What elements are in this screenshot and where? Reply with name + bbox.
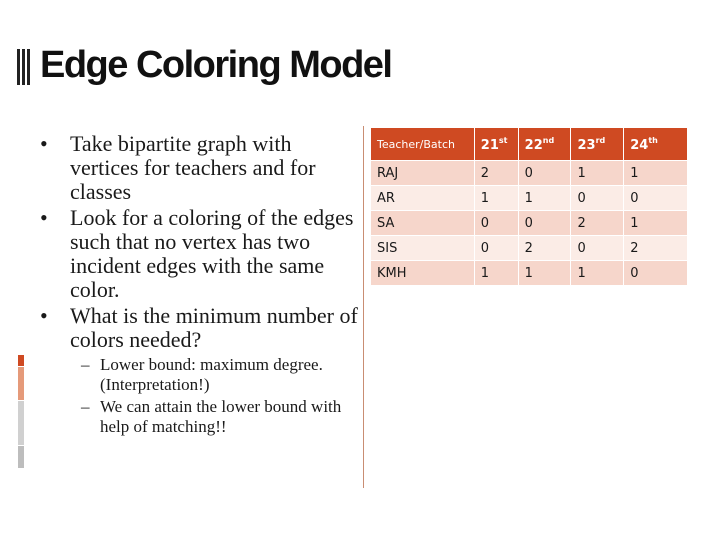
table-cell: 0 [518,211,571,236]
teacher-name: KMH [371,261,475,286]
table-cell: 1 [571,261,624,286]
bullet-item [36,304,358,352]
teacher-name: AR [371,186,475,211]
table-row [371,261,688,286]
table-cell: 2 [474,161,518,186]
table-cell: 0 [474,211,518,236]
header-batch-suffix: rd [595,135,606,145]
header-batch-suffix: th [648,135,658,145]
sub-bullet-item [36,355,358,394]
table-cell: 1 [474,186,518,211]
teacher-name: SA [371,211,475,236]
accent-bar [27,49,30,85]
table-row [371,161,688,186]
vertical-divider [363,126,364,488]
sub-bullet-text: We can attain the lower bound with help of matching!! [100,397,342,436]
header-batch-cell [624,128,688,161]
sub-bullet-text: Lower bound: maximum degree. (Interpretation!) [100,355,323,394]
assignment-table [370,127,688,286]
sub-bullet-dash: – [81,355,90,374]
bullet-text: Look for a coloring of the edges such that no vertex has two incident edges with the same color. [70,205,354,302]
table-row [371,211,688,236]
header-batch-number: 23 [577,137,596,153]
header-batch-cell [474,128,518,161]
side-decor-bar [18,367,24,400]
teacher-name: RAJ [371,161,475,186]
sub-bullet-item [36,397,358,436]
header-batch-number: 21 [480,137,499,153]
header-batch-suffix: nd [542,135,555,145]
header-batch-suffix: st [498,135,508,145]
table-cell: 0 [571,186,624,211]
table-cell: 1 [518,261,571,286]
table-cell: 2 [624,236,688,261]
side-decor-bar [18,401,24,445]
table-cell: 0 [474,236,518,261]
header-teacher-batch: Teacher/Batch [371,128,475,161]
teacher-name: SIS [371,236,475,261]
table-row [371,236,688,261]
bullet-list [36,132,358,438]
header-batch-cell [571,128,624,161]
table-cell: 1 [518,186,571,211]
accent-bar [17,49,20,85]
table-cell: 2 [571,211,624,236]
table-cell: 1 [474,261,518,286]
bullet-text: Take bipartite graph with vertices for teachers and for classes [70,131,316,204]
table-cell: 0 [571,236,624,261]
bullet-dot: • [40,131,48,156]
header-batch-number: 24 [630,137,649,153]
table-cell: 0 [518,161,571,186]
accent-bar [22,49,25,85]
table-header-row [371,128,688,161]
table-cell: 1 [624,211,688,236]
header-batch-cell [518,128,571,161]
header-batch-number: 22 [524,137,543,153]
bullet-item [36,132,358,204]
bullet-dot: • [40,303,48,328]
bullet-dot: • [40,205,48,230]
title-accent-bars [17,49,31,85]
side-decor-bar [18,355,24,366]
slide-title: Edge Coloring Model [40,44,392,86]
bullet-text: What is the minimum number of colors needed? [70,303,358,352]
table-cell: 0 [624,261,688,286]
table-cell: 0 [624,186,688,211]
sub-bullet-dash: – [81,397,90,416]
bullet-item [36,206,358,302]
side-decor-bar [18,446,24,468]
table-row [371,186,688,211]
table-cell: 1 [624,161,688,186]
table-cell: 2 [518,236,571,261]
table-cell: 1 [571,161,624,186]
